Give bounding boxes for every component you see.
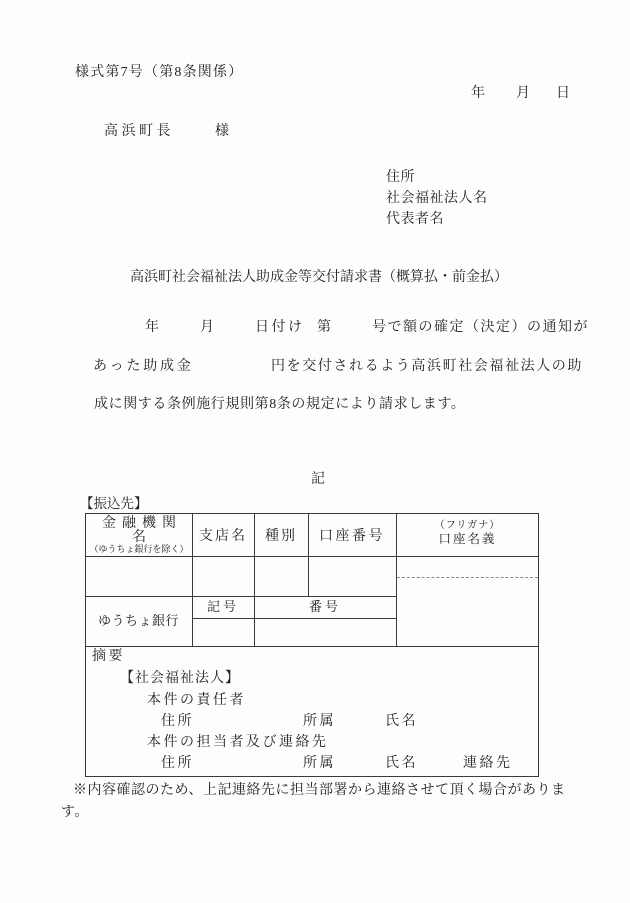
body-line1-text: 号で額の確定（決定）の通知が	[372, 320, 589, 335]
type-blank-cell	[255, 557, 308, 596]
body-month-label: 月	[200, 320, 214, 335]
summary-label: 摘要	[92, 649, 125, 664]
yucho-symbol-label: 記号	[206, 599, 239, 614]
header-institution-line2: 名	[132, 530, 146, 545]
contact-info-label: 連絡先	[463, 756, 513, 771]
body-year-label: 年	[145, 320, 159, 335]
date-month-label: 月	[516, 86, 530, 101]
responsible-address-label: 住所	[161, 714, 194, 729]
date-year-label: 年	[471, 86, 485, 101]
contact-name-label: 氏名	[385, 756, 418, 771]
account-number-blank-cell	[309, 557, 396, 596]
yucho-section-bottom-line	[86, 646, 538, 647]
body-line2-start: あった助成金	[93, 359, 194, 374]
responsible-department-label: 所属	[303, 714, 336, 729]
applicant-corp-name-label: 社会福祉法人名	[386, 191, 488, 206]
applicant-block	[386, 167, 488, 230]
header-institution-line1: 金融機関	[102, 516, 182, 531]
contact-heading: 本件の担当者及び連絡先	[147, 735, 329, 750]
bank-section-label: 【振込先】	[80, 496, 148, 511]
body-number-prefix: 第	[317, 320, 331, 335]
amount-blank-field	[198, 357, 268, 375]
branch-blank-cell	[193, 557, 254, 596]
corp-heading: 【社会福祉法人】	[120, 671, 240, 686]
yucho-symbol-blank-cell	[193, 619, 254, 646]
addressee-name: 高浜町長	[104, 124, 174, 139]
header-account-name	[397, 520, 538, 547]
header-type: 種別	[265, 529, 297, 544]
contact-department-label: 所属	[303, 756, 336, 771]
header-account-number: 口座番号	[319, 529, 385, 544]
applicant-representative-label: 代表者名	[386, 212, 444, 227]
form-number: 様式第7号（第8条関係）	[75, 65, 244, 80]
header-branch: 支店名	[199, 529, 247, 544]
row1-bottom-line	[86, 596, 396, 597]
ki-mark: 記	[311, 472, 325, 487]
header-furigana: （フリガナ）	[434, 520, 501, 531]
body-line2-rest: 円を交付されるよう高浜町社会福祉法人の助	[271, 359, 583, 374]
header-account-name-label: 口座名義	[438, 532, 497, 546]
responsible-heading: 本件の責任者	[147, 693, 246, 708]
document-title: 高浜町社会福祉法人助成金等交付請求書（概算払・前金払）	[130, 270, 508, 285]
body-day-suffix: 日付け	[255, 320, 305, 335]
header-institution	[86, 517, 192, 555]
footnote-line2: す。	[61, 805, 89, 820]
account-name-blank-cell	[397, 578, 538, 646]
header-institution-note: （ゆうちょ銀行を除く）	[89, 544, 189, 554]
footnote	[61, 780, 569, 824]
institution-blank-cell	[86, 557, 192, 596]
date-day-label: 日	[556, 86, 570, 101]
yucho-bank-label: ゆうちょ銀行	[97, 613, 179, 628]
furigana-blank-cell	[397, 557, 538, 577]
contact-address-label: 住所	[161, 756, 194, 771]
addressee-honorific: 様	[215, 124, 229, 139]
applicant-address-label: 住所	[386, 170, 415, 185]
footnote-line1: ※内容確認のため、上記連絡先に担当部署から連絡させて頂く場合がありま	[73, 783, 566, 798]
yucho-number-label: 番号	[308, 599, 341, 614]
responsible-name-label: 氏名	[385, 714, 418, 729]
body-line-3: 成に関する条例施行規則第8条の規定により請求します。	[94, 397, 466, 412]
yucho-number-blank-cell	[255, 619, 396, 646]
